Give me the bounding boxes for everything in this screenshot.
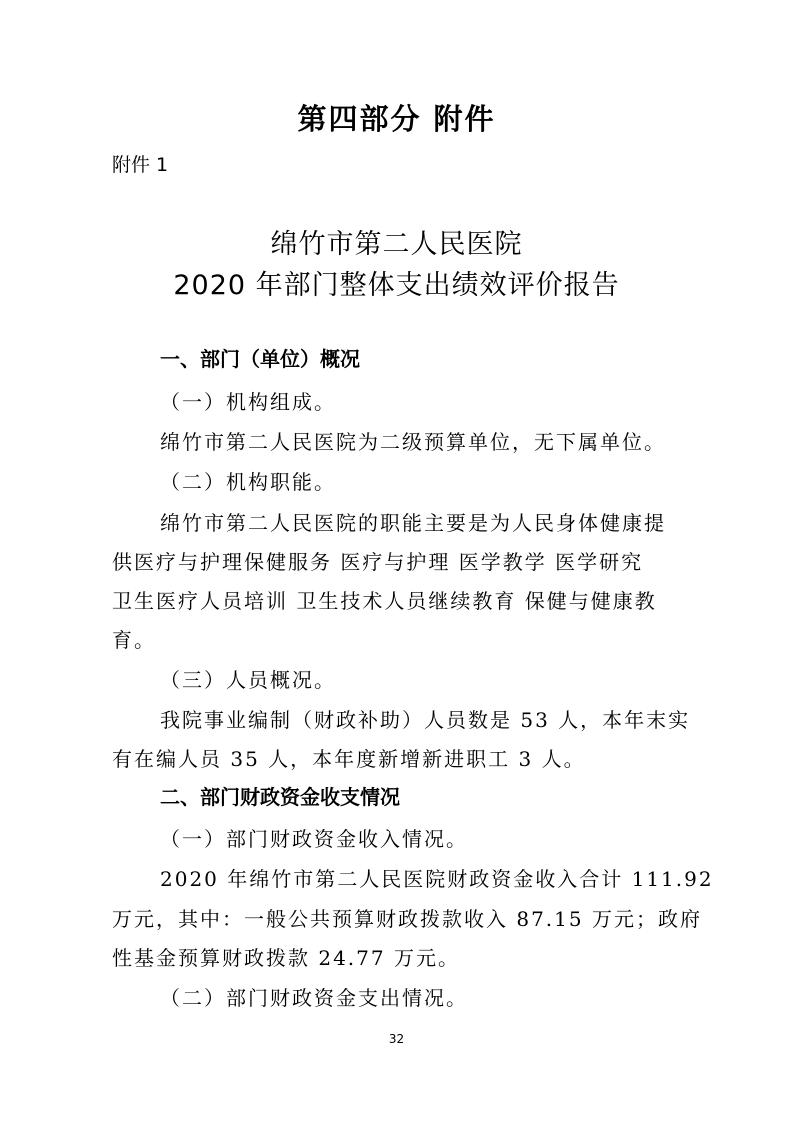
section2-sub1: （一）部门财政资金收入情况。 [160,827,468,851]
section1-para3-line1: 我院事业编制（财政补助）人员数是 53 人，本年末实 [160,708,691,732]
section2-heading: 二、部门财政资金收支情况 [160,785,400,809]
section1-para3-line2: 有在编人员 35 人，本年度新增新进职工 3 人。 [112,747,586,771]
section1-para2-line3: 卫生医疗人员培训 卫生技术人员继续教育 保健与健康教 [112,589,657,613]
section1-sub3: （三）人员概况。 [160,668,336,692]
section1-para2-line1: 绵竹市第二人民医院的职能主要是为人民身体健康提 [160,511,666,535]
part-title: 第四部分 附件 [297,102,496,136]
section1-para2-line4: 育。 [112,628,156,652]
section2-para1-line1: 2020 年绵竹市第二人民医院财政资金收入合计 111.92 [160,867,714,891]
section1-sub1: （一）机构组成。 [160,390,336,414]
section2-para1-line3: 性基金预算财政拨款 24.77 万元。 [112,946,460,970]
section2-sub2: （二）部门财政资金支出情况。 [160,986,468,1010]
section1-sub2: （二）机构职能。 [160,470,336,494]
section2-para1-line2: 万元，其中：一般公共预算财政拨款收入 87.15 万元；政府 [112,907,702,931]
section1-para1: 绵竹市第二人民医院为二级预算单位，无下属单位。 [160,430,666,454]
annex-label: 附件 1 [112,154,169,176]
report-title-line1: 绵竹市第二人民医院 [270,229,523,260]
report-title-line2: 2020 年部门整体支出绩效评价报告 [173,270,620,301]
page-number: 32 [388,1032,405,1046]
section1-para2-line2: 供医疗与护理保健服务 医疗与护理 医学教学 医学研究 [112,550,644,574]
section1-heading: 一、部门（单位）概况 [160,347,360,371]
